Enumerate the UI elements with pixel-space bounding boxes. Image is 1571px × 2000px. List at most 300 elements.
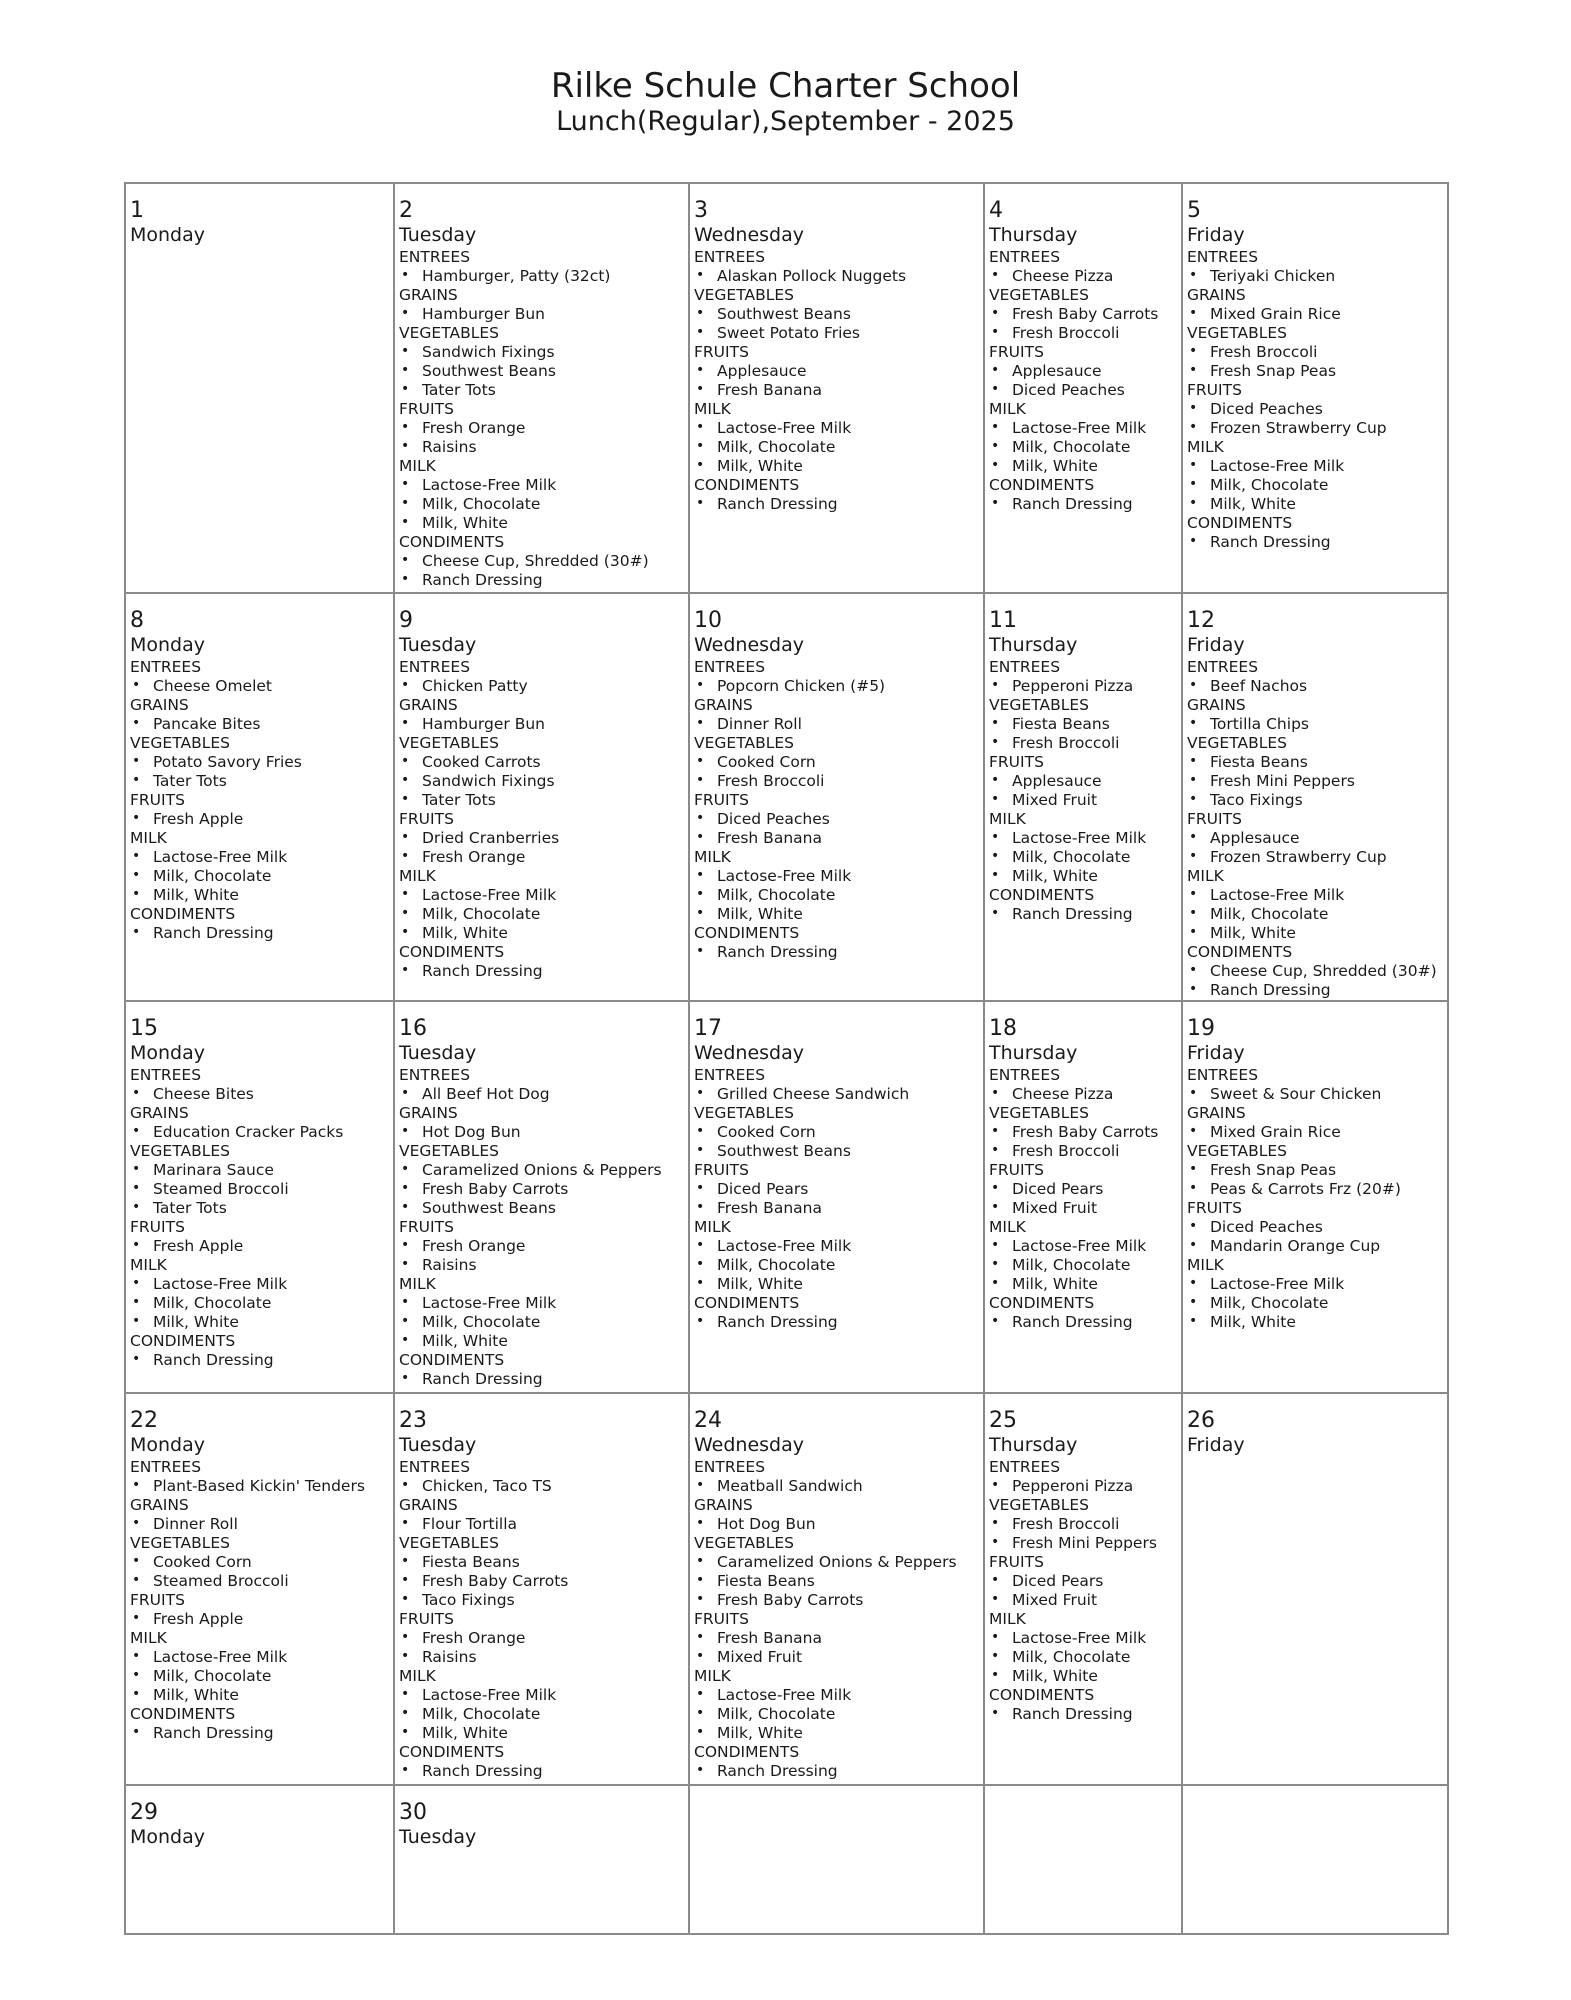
menu-section-label: MILK <box>1187 438 1224 456</box>
menu-section-label: ENTREES <box>130 1066 202 1084</box>
menu-item: • Ranch Dressing <box>399 962 684 981</box>
menu-section-label: MILK <box>399 867 436 885</box>
menu-item: • Fresh Baby Carrots <box>399 1572 684 1591</box>
day-number: 12 <box>1187 608 1215 633</box>
menu-item: • Tater Tots <box>130 772 389 791</box>
menu-item: • Mixed Grain Rice <box>1187 305 1443 324</box>
menu-item: • Milk, Chocolate <box>1187 905 1443 924</box>
menu-section-label: FRUITS <box>989 343 1044 361</box>
menu-section-label: MILK <box>989 1218 1026 1236</box>
menu-section-label: VEGETABLES <box>1187 734 1287 752</box>
menu-item: • Milk, White <box>989 1667 1177 1686</box>
day-cell <box>394 593 689 1001</box>
menu-item: • Fresh Orange <box>399 1237 684 1256</box>
day-cell <box>1182 183 1448 593</box>
menu-item: • Cheese Pizza <box>989 267 1177 286</box>
menu-item: • Milk, Chocolate <box>130 1667 389 1686</box>
day-cell <box>394 1393 689 1785</box>
day-cell <box>689 183 984 593</box>
menu-item: • Taco Fixings <box>399 1591 684 1610</box>
menu-section-label: ENTREES <box>694 1458 766 1476</box>
menu-section-label: MILK <box>1187 867 1224 885</box>
menu-item: • Diced Peaches <box>989 381 1177 400</box>
day-name: Wednesday <box>694 1434 805 1456</box>
menu-item: • Plant-Based Kickin' Tenders <box>130 1477 389 1496</box>
menu-item: • Lactose-Free Milk <box>399 476 684 495</box>
day-number: 3 <box>694 198 708 223</box>
menu-section-label: FRUITS <box>1187 810 1242 828</box>
day-number: 9 <box>399 608 413 633</box>
menu-item: • Milk, Chocolate <box>130 867 389 886</box>
menu-section-label: VEGETABLES <box>989 1104 1089 1122</box>
menu-section-label: VEGETABLES <box>989 286 1089 304</box>
menu-section-label: CONDIMENTS <box>1187 514 1293 532</box>
day-cell <box>984 183 1182 593</box>
menu-section-label: GRAINS <box>399 286 458 304</box>
menu-section-label: FRUITS <box>1187 1199 1242 1217</box>
menu-item: • Fiesta Beans <box>694 1572 979 1591</box>
menu-section-label: GRAINS <box>130 1104 189 1122</box>
menu-item: • Dinner Roll <box>130 1515 389 1534</box>
menu-item: • Milk, Chocolate <box>130 1294 389 1313</box>
menu-item: • Fiesta Beans <box>399 1553 684 1572</box>
menu-item: • Ranch Dressing <box>130 1724 389 1743</box>
menu-section-label: CONDIMENTS <box>694 924 800 942</box>
menu-item: • Raisins <box>399 1256 684 1275</box>
day-number: 1 <box>130 198 144 223</box>
menu-item: • Ranch Dressing <box>130 924 389 943</box>
menu-item: • Ranch Dressing <box>694 943 979 962</box>
menu-item: • Milk, White <box>399 1724 684 1743</box>
menu-item: • Sweet & Sour Chicken <box>1187 1085 1443 1104</box>
day-name: Friday <box>1187 224 1245 246</box>
menu-section-label: ENTREES <box>989 248 1061 266</box>
page-header <box>0 66 1571 138</box>
menu-item: • Dinner Roll <box>694 715 979 734</box>
day-name: Tuesday <box>399 634 477 656</box>
menu-item: • Milk, White <box>399 924 684 943</box>
menu-section-label: GRAINS <box>130 1496 189 1514</box>
menu-section-label: GRAINS <box>1187 1104 1246 1122</box>
menu-section-label: MILK <box>989 810 1026 828</box>
menu-item: • Steamed Broccoli <box>130 1572 389 1591</box>
menu-item: • Milk, Chocolate <box>1187 476 1443 495</box>
menu-item: • Lactose-Free Milk <box>1187 457 1443 476</box>
day-name: Friday <box>1187 1042 1245 1064</box>
menu-section-label: FRUITS <box>694 1161 749 1179</box>
menu-section-label: MILK <box>399 1667 436 1685</box>
day-cell <box>125 1001 394 1393</box>
menu-section-label: VEGETABLES <box>989 696 1089 714</box>
menu-item: • Fresh Banana <box>694 829 979 848</box>
menu-item: • Tater Tots <box>130 1199 389 1218</box>
menu-item: • Fiesta Beans <box>989 715 1177 734</box>
menu-item: • Ranch Dressing <box>989 1313 1177 1332</box>
day-name: Tuesday <box>399 1042 477 1064</box>
menu-item: • Fresh Apple <box>130 1237 389 1256</box>
menu-item: • Popcorn Chicken (#5) <box>694 677 979 696</box>
menu-item: • Mixed Fruit <box>989 791 1177 810</box>
menu-item: • Cheese Bites <box>130 1085 389 1104</box>
day-cell <box>394 183 689 593</box>
menu-item: • Lactose-Free Milk <box>694 1237 979 1256</box>
menu-item: • Raisins <box>399 1648 684 1667</box>
day-number: 2 <box>399 198 413 223</box>
menu-item: • Fresh Baby Carrots <box>989 305 1177 324</box>
menu-item: • Potato Savory Fries <box>130 753 389 772</box>
menu-section-label: MILK <box>989 400 1026 418</box>
menu-item: • Milk, Chocolate <box>989 848 1177 867</box>
menu-section-label: FRUITS <box>399 1610 454 1628</box>
menu-section-label: VEGETABLES <box>399 324 499 342</box>
menu-item: • Steamed Broccoli <box>130 1180 389 1199</box>
menu-item: • Fresh Broccoli <box>989 1142 1177 1161</box>
day-number: 5 <box>1187 198 1201 223</box>
menu-item: • Pepperoni Pizza <box>989 1477 1177 1496</box>
menu-section-label: MILK <box>694 848 731 866</box>
menu-section-label: MILK <box>399 457 436 475</box>
menu-item: • Alaskan Pollock Nuggets <box>694 267 979 286</box>
menu-section-label: FRUITS <box>694 343 749 361</box>
menu-item: • Caramelized Onions & Peppers <box>694 1553 979 1572</box>
menu-item: • Sweet Potato Fries <box>694 324 979 343</box>
menu-item: • Diced Peaches <box>1187 1218 1443 1237</box>
menu-item: • Tortilla Chips <box>1187 715 1443 734</box>
menu-item: • Fresh Mini Peppers <box>989 1534 1177 1553</box>
menu-section-label: GRAINS <box>399 696 458 714</box>
menu-item: • Cheese Cup, Shredded (30#) <box>399 552 684 571</box>
menu-section-label: ENTREES <box>1187 658 1259 676</box>
menu-item: • Milk, White <box>989 1275 1177 1294</box>
menu-item: • Lactose-Free Milk <box>694 867 979 886</box>
menu-item: • Sandwich Fixings <box>399 343 684 362</box>
menu-section-label: CONDIMENTS <box>989 1686 1095 1704</box>
menu-item: • Milk, Chocolate <box>694 1256 979 1275</box>
menu-section-label: MILK <box>1187 1256 1224 1274</box>
menu-item: • Lactose-Free Milk <box>1187 886 1443 905</box>
menu-section-label: GRAINS <box>1187 286 1246 304</box>
day-name: Monday <box>130 1434 206 1456</box>
menu-item: • Milk, Chocolate <box>989 1648 1177 1667</box>
menu-section-label: ENTREES <box>399 248 471 266</box>
menu-item: • Milk, White <box>130 1686 389 1705</box>
menu-item: • Hamburger Bun <box>399 305 684 324</box>
menu-section-label: CONDIMENTS <box>1187 943 1293 961</box>
menu-item: • Southwest Beans <box>399 362 684 381</box>
day-number: 18 <box>989 1016 1017 1041</box>
menu-section-label: CONDIMENTS <box>130 1332 236 1350</box>
menu-section-label: VEGETABLES <box>1187 324 1287 342</box>
menu-item: • Southwest Beans <box>399 1199 684 1218</box>
menu-section-label: MILK <box>694 400 731 418</box>
menu-item: • Milk, White <box>130 886 389 905</box>
day-number: 4 <box>989 198 1003 223</box>
menu-item: • Ranch Dressing <box>1187 533 1443 552</box>
menu-item: • Applesauce <box>694 362 979 381</box>
day-number: 17 <box>694 1016 722 1041</box>
menu-section-label: CONDIMENTS <box>694 1743 800 1761</box>
day-cell <box>1182 1393 1448 1785</box>
day-number: 8 <box>130 608 144 633</box>
day-number: 29 <box>130 1800 158 1825</box>
menu-section-label: CONDIMENTS <box>989 886 1095 904</box>
day-name: Monday <box>130 1826 206 1848</box>
menu-item: • Chicken Patty <box>399 677 684 696</box>
day-cell <box>689 593 984 1001</box>
menu-item: • Diced Peaches <box>694 810 979 829</box>
menu-item: • Ranch Dressing <box>989 495 1177 514</box>
menu-item: • Caramelized Onions & Peppers <box>399 1161 684 1180</box>
menu-item: • Milk, White <box>694 1275 979 1294</box>
menu-item: • Cooked Corn <box>694 1123 979 1142</box>
menu-section-label: CONDIMENTS <box>989 1294 1095 1312</box>
menu-section-label: GRAINS <box>1187 696 1246 714</box>
menu-item: • Mixed Fruit <box>694 1648 979 1667</box>
menu-item: • Cheese Cup, Shredded (30#) <box>1187 962 1443 981</box>
menu-section-label: GRAINS <box>694 696 753 714</box>
menu-section-label: VEGETABLES <box>399 1142 499 1160</box>
menu-item: • Milk, Chocolate <box>1187 1294 1443 1313</box>
menu-item: • Fresh Mini Peppers <box>1187 772 1443 791</box>
day-name: Thursday <box>989 1434 1078 1456</box>
menu-item: • Raisins <box>399 438 684 457</box>
menu-item: • Fresh Snap Peas <box>1187 362 1443 381</box>
menu-item: • Tater Tots <box>399 791 684 810</box>
menu-section-label: FRUITS <box>989 1161 1044 1179</box>
menu-section-label: VEGETABLES <box>694 1534 794 1552</box>
menu-item: • Ranch Dressing <box>130 1351 389 1370</box>
menu-item: • Milk, Chocolate <box>399 905 684 924</box>
menu-item: • Tater Tots <box>399 381 684 400</box>
menu-item: • Applesauce <box>1187 829 1443 848</box>
menu-item: • Hot Dog Bun <box>694 1515 979 1534</box>
menu-item: • Applesauce <box>989 362 1177 381</box>
menu-item: • Cheese Pizza <box>989 1085 1177 1104</box>
menu-item: • Milk, White <box>694 457 979 476</box>
menu-item: • Education Cracker Packs <box>130 1123 389 1142</box>
menu-item: • Ranch Dressing <box>399 1762 684 1781</box>
day-name: Wednesday <box>694 634 805 656</box>
menu-section-label: GRAINS <box>399 1496 458 1514</box>
day-number: 23 <box>399 1408 427 1433</box>
day-cell <box>125 593 394 1001</box>
menu-item: • Mixed Fruit <box>989 1199 1177 1218</box>
menu-item: • Fresh Snap Peas <box>1187 1161 1443 1180</box>
menu-subtitle: Lunch(Regular),September - 2025 <box>556 106 1015 137</box>
menu-item: • Hamburger, Patty (32ct) <box>399 267 684 286</box>
day-cell <box>394 1001 689 1393</box>
menu-section-label: CONDIMENTS <box>399 1743 505 1761</box>
menu-item: • Ranch Dressing <box>399 1370 684 1389</box>
menu-item: • Milk, White <box>399 514 684 533</box>
menu-section-label: VEGETABLES <box>1187 1142 1287 1160</box>
menu-item: • Milk, White <box>989 457 1177 476</box>
menu-item: • Lactose-Free Milk <box>694 1686 979 1705</box>
menu-section-label: VEGETABLES <box>130 1142 230 1160</box>
menu-item: • Lactose-Free Milk <box>1187 1275 1443 1294</box>
menu-item: • Cooked Corn <box>694 753 979 772</box>
menu-section-label: ENTREES <box>694 1066 766 1084</box>
menu-item: • Fresh Broccoli <box>694 772 979 791</box>
menu-item: • Taco Fixings <box>1187 791 1443 810</box>
menu-item: • Fresh Baby Carrots <box>694 1591 979 1610</box>
menu-section-label: VEGETABLES <box>399 734 499 752</box>
day-name: Thursday <box>989 1042 1078 1064</box>
menu-item: • Milk, White <box>130 1313 389 1332</box>
menu-item: • Milk, White <box>1187 924 1443 943</box>
menu-section-label: CONDIMENTS <box>399 1351 505 1369</box>
day-name: Wednesday <box>694 224 805 246</box>
menu-section-label: ENTREES <box>989 1066 1061 1084</box>
menu-item: • Lactose-Free Milk <box>989 1237 1177 1256</box>
menu-item: • All Beef Hot Dog <box>399 1085 684 1104</box>
menu-section-label: ENTREES <box>399 658 471 676</box>
menu-item: • Ranch Dressing <box>399 571 684 590</box>
menu-item: • Marinara Sauce <box>130 1161 389 1180</box>
menu-item: • Lactose-Free Milk <box>399 1686 684 1705</box>
menu-section-label: MILK <box>130 1256 167 1274</box>
menu-section-label: FRUITS <box>694 1610 749 1628</box>
menu-section-label: VEGETABLES <box>989 1496 1089 1514</box>
menu-section-label: ENTREES <box>399 1458 471 1476</box>
day-number: 25 <box>989 1408 1017 1433</box>
menu-section-label: GRAINS <box>694 1496 753 1514</box>
menu-section-label: FRUITS <box>989 1553 1044 1571</box>
menu-item: • Milk, Chocolate <box>694 1705 979 1724</box>
menu-item: • Diced Pears <box>694 1180 979 1199</box>
menu-item: • Ranch Dressing <box>1187 981 1443 1000</box>
day-name: Thursday <box>989 224 1078 246</box>
menu-item: • Frozen Strawberry Cup <box>1187 848 1443 867</box>
menu-section-label: MILK <box>399 1275 436 1293</box>
menu-item: • Milk, White <box>694 905 979 924</box>
menu-section-label: ENTREES <box>694 658 766 676</box>
day-number: 24 <box>694 1408 722 1433</box>
day-name: Thursday <box>989 634 1078 656</box>
menu-section-label: ENTREES <box>130 1458 202 1476</box>
menu-item: • Lactose-Free Milk <box>399 886 684 905</box>
menu-item: • Diced Peaches <box>1187 400 1443 419</box>
day-number: 30 <box>399 1800 427 1825</box>
menu-item: • Fresh Banana <box>694 381 979 400</box>
menu-item: • Ranch Dressing <box>989 905 1177 924</box>
menu-item: • Milk, Chocolate <box>399 1313 684 1332</box>
menu-item: • Mixed Grain Rice <box>1187 1123 1443 1142</box>
menu-section-label: MILK <box>989 1610 1026 1628</box>
menu-section-label: FRUITS <box>694 791 749 809</box>
menu-item: • Southwest Beans <box>694 305 979 324</box>
menu-item: • Ranch Dressing <box>694 495 979 514</box>
day-cell <box>1182 1785 1448 1934</box>
day-name: Friday <box>1187 634 1245 656</box>
menu-item: • Cooked Carrots <box>399 753 684 772</box>
menu-item: • Chicken, Taco TS <box>399 1477 684 1496</box>
menu-section-label: FRUITS <box>399 1218 454 1236</box>
menu-section-label: FRUITS <box>989 753 1044 771</box>
menu-section-label: ENTREES <box>1187 1066 1259 1084</box>
day-cell <box>689 1001 984 1393</box>
menu-section-label: FRUITS <box>130 791 185 809</box>
menu-item: • Milk, White <box>1187 1313 1443 1332</box>
menu-item: • Flour Tortilla <box>399 1515 684 1534</box>
menu-item: • Beef Nachos <box>1187 677 1443 696</box>
menu-section-label: GRAINS <box>130 696 189 714</box>
menu-item: • Milk, White <box>694 1724 979 1743</box>
menu-item: • Milk, Chocolate <box>399 495 684 514</box>
menu-item: • Fresh Apple <box>130 1610 389 1629</box>
menu-item: • Diced Pears <box>989 1180 1177 1199</box>
menu-item: • Fresh Orange <box>399 1629 684 1648</box>
day-name: Monday <box>130 634 206 656</box>
menu-item: • Fresh Broccoli <box>989 324 1177 343</box>
menu-section-label: CONDIMENTS <box>694 1294 800 1312</box>
menu-section-label: MILK <box>130 829 167 847</box>
day-number: 26 <box>1187 1408 1215 1433</box>
menu-item: • Fresh Baby Carrots <box>989 1123 1177 1142</box>
menu-item: • Cheese Omelet <box>130 677 389 696</box>
menu-section-label: ENTREES <box>989 658 1061 676</box>
day-cell <box>1182 593 1448 1001</box>
day-number: 16 <box>399 1016 427 1041</box>
menu-section-label: CONDIMENTS <box>399 943 505 961</box>
menu-item: • Hamburger Bun <box>399 715 684 734</box>
day-cell <box>125 183 394 593</box>
day-name: Monday <box>130 1042 206 1064</box>
day-name: Tuesday <box>399 1826 477 1848</box>
day-number: 11 <box>989 608 1017 633</box>
menu-item: • Lactose-Free Milk <box>130 1275 389 1294</box>
menu-item: • Pepperoni Pizza <box>989 677 1177 696</box>
menu-item: • Lactose-Free Milk <box>989 1629 1177 1648</box>
menu-item: • Lactose-Free Milk <box>694 419 979 438</box>
menu-section-label: FRUITS <box>399 810 454 828</box>
day-cell <box>984 1393 1182 1785</box>
menu-item: • Fiesta Beans <box>1187 753 1443 772</box>
menu-item: • Ranch Dressing <box>694 1762 979 1781</box>
menu-item: • Mixed Fruit <box>989 1591 1177 1610</box>
menu-section-label: ENTREES <box>694 248 766 266</box>
menu-item: • Fresh Broccoli <box>989 1515 1177 1534</box>
day-number: 19 <box>1187 1016 1215 1041</box>
menu-section-label: FRUITS <box>399 400 454 418</box>
menu-section-label: ENTREES <box>130 658 202 676</box>
menu-section-label: VEGETABLES <box>130 1534 230 1552</box>
menu-item: • Sandwich Fixings <box>399 772 684 791</box>
menu-item: • Fresh Broccoli <box>989 734 1177 753</box>
menu-item: • Grilled Cheese Sandwich <box>694 1085 979 1104</box>
menu-item: • Milk, Chocolate <box>694 438 979 457</box>
day-number: 15 <box>130 1016 158 1041</box>
menu-item: • Lactose-Free Milk <box>130 1648 389 1667</box>
menu-item: • Fresh Banana <box>694 1199 979 1218</box>
lunch-calendar <box>124 182 1449 1935</box>
school-title: Rilke Schule Charter School <box>550 66 1021 106</box>
day-name: Friday <box>1187 1434 1245 1456</box>
day-cell <box>125 1785 394 1934</box>
menu-section-label: VEGETABLES <box>694 286 794 304</box>
menu-section-label: VEGETABLES <box>130 734 230 752</box>
menu-item: • Ranch Dressing <box>989 1705 1177 1724</box>
day-cell <box>394 1785 689 1934</box>
day-cell <box>984 1001 1182 1393</box>
menu-item: • Milk, White <box>989 867 1177 886</box>
menu-section-label: FRUITS <box>1187 381 1242 399</box>
day-number: 22 <box>130 1408 158 1433</box>
day-name: Monday <box>130 224 206 246</box>
day-cell <box>689 1393 984 1785</box>
menu-section-label: ENTREES <box>1187 248 1259 266</box>
menu-section-label: VEGETABLES <box>399 1534 499 1552</box>
